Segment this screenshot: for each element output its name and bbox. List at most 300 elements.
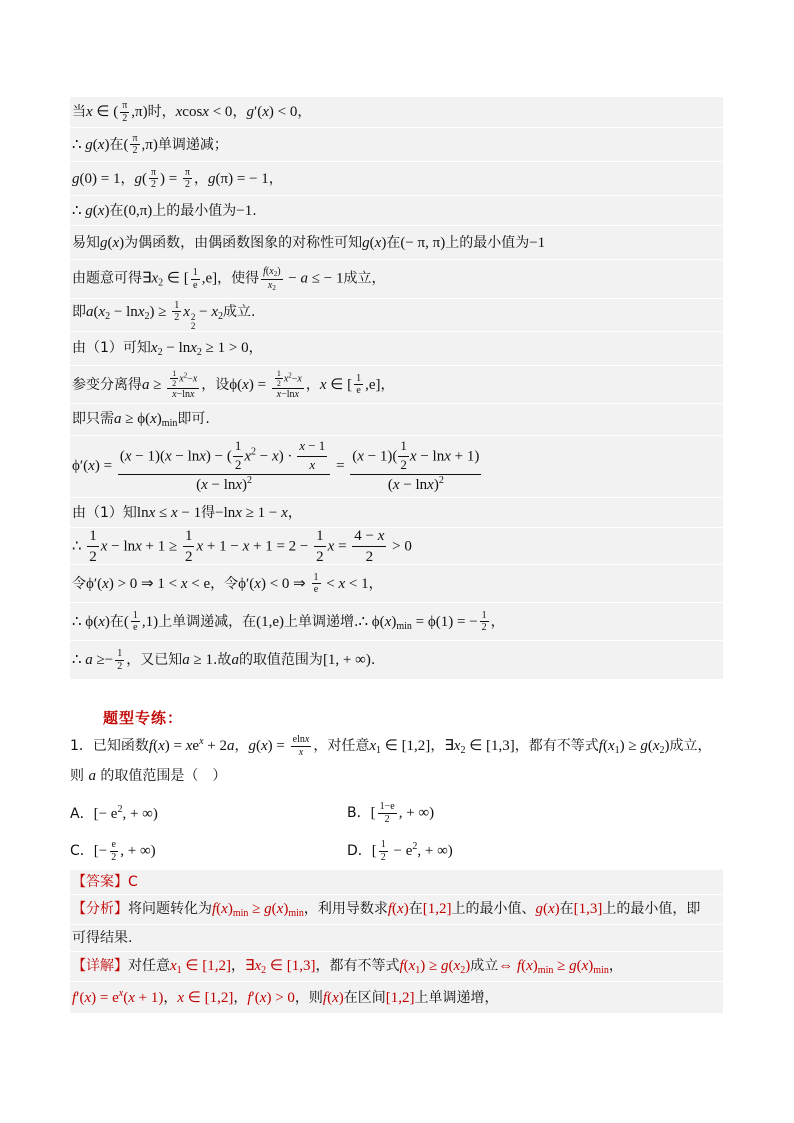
text-run: 即 [72,303,86,320]
math-run: (x + 1) [123,990,164,1006]
math-variable: x [84,990,92,1006]
math-run: lnx ≤ x − 1 [136,504,202,521]
superscript: 2 [117,803,123,815]
math-run: ∈ [ [163,271,189,287]
fraction-numerator [183,526,195,547]
math-run: f(x) [387,900,409,917]
subscript: 2 [105,310,111,322]
solution-line [70,603,723,640]
subscript: min [288,907,304,919]
math-run: x − 1 [299,438,326,454]
text-run: 在 [109,613,124,630]
solution-line [70,162,723,195]
math-variable: x [98,303,106,320]
fraction-numerator [131,610,140,623]
text-run: 成立， [669,738,712,754]
subscript: 2 [144,310,150,322]
fraction-numerator [275,369,283,379]
text-run: ， [230,957,245,974]
math-variable: x [281,504,288,521]
text-run: ， [232,104,247,120]
text-run: 为偶函数，由偶函数图象的对称性可知 [124,234,363,251]
math-variable: x [102,575,109,592]
math-run: a(x [86,303,106,320]
math-run: (1,e) [256,613,285,630]
text-run: ， [297,104,312,120]
math-variable: x [150,410,157,427]
text-run: ，设 [201,376,230,393]
fraction [272,369,304,401]
math-variable: f [322,990,328,1006]
text-run: 由（1）可知 [72,339,151,356]
text-run: 成立. [223,303,256,320]
fraction-numerator [352,526,386,547]
fraction [261,266,282,291]
fraction-denominator [233,457,244,474]
math-run: 1−e [379,801,395,812]
fraction-denominator [183,179,192,191]
math-run: f(x [263,266,274,278]
math-run: x ∈ [ [319,376,353,393]
fraction [379,839,388,863]
math-run: 2 [234,456,242,472]
math-variable: g [569,957,577,974]
fraction [354,373,363,397]
math-variable: x [357,448,364,465]
question-1-options [70,794,723,870]
fraction [109,839,118,863]
fraction [120,100,129,124]
line-content [70,767,226,785]
fraction [118,438,331,494]
math-variable: x [128,990,135,1006]
text-run: ， [380,376,395,393]
math-variable: a [86,303,94,320]
math-run: π [184,166,191,178]
subscript: 2 [218,310,224,322]
text-run: 易知 [72,234,100,251]
math-run: ∴ ϕ(x) [72,613,110,630]
math-variable: x [190,339,197,356]
math-run: [1,2] [422,900,452,917]
math-run: 2 [150,179,156,190]
text-run: D． [347,843,372,859]
line-content [72,266,385,291]
math-variable: x [272,448,279,465]
math-run: − x) · [256,448,297,465]
math-run: 1 [184,527,193,544]
math-variable: f [247,990,252,1006]
text-run: ， [163,990,178,1006]
math-run [151,340,158,356]
math-variable: x [298,746,304,758]
math-run: π [132,132,138,144]
math-variable: x [135,538,142,554]
math-run: ∈ [1,3] [266,957,316,974]
subscript: 2 [261,964,267,976]
solution-line [70,436,723,497]
superscript: 2 [288,371,292,380]
math-run: ) [277,266,281,278]
text-run: ， [490,613,505,630]
math-run: −lnx ≥ 1 − x [215,504,288,521]
answer-line [70,982,723,1013]
fraction-denominator [183,547,195,567]
math-run [299,747,303,758]
text-run: ， [368,575,383,592]
math-run: π [150,166,157,178]
math-run: 1 [234,438,242,454]
math-run: ( [123,136,129,153]
line-content [72,988,499,1007]
math-run: −x [187,373,198,385]
math-variable: g [362,234,370,251]
math-variable: x [137,303,145,320]
math-run: (x − lnx) [196,476,248,493]
fraction-denominator [87,547,99,567]
text-run: 即只需 [72,410,114,427]
math-run: g(x) [100,234,125,251]
math-variable: x [118,988,124,999]
text-run: ， [233,990,248,1006]
math-run: 1 [481,609,487,621]
math-run: f(x [399,957,416,974]
math-variable: x [179,373,184,385]
math-run: ∴ a ≥− [72,652,114,668]
math-run: 1 [380,839,386,850]
math-variable: f [72,990,77,1006]
line-content [72,369,395,401]
math-run: (x − 1)( [352,448,398,465]
option-choice [70,794,347,832]
math-run: g′(x) < 0 [246,104,298,120]
math-run: (− π, π) [400,234,446,251]
answer-block [70,870,723,1014]
math-run: 2 [184,548,193,565]
subscript: 2 [460,964,466,976]
fraction-denominator [297,747,305,759]
math-run: ( [123,613,129,630]
line-content [72,526,412,567]
math-run: [− [93,843,108,859]
text-run: 的取值范围为 [238,652,323,668]
text-run: 将问题转化为 [128,900,212,917]
math-run: ,1) [141,613,159,630]
fraction [183,526,195,567]
fraction-denominator [131,145,140,157]
subscript: 2 [659,745,665,756]
math-run: a ≥ [142,376,166,393]
math-variable: g [248,738,256,754]
fraction-numerator [354,373,363,386]
math-run: ∃x [444,738,461,754]
math-run: < x < 1 [322,575,369,592]
subscript: 1 [415,964,421,976]
section-label: 【分析】 [72,900,128,917]
math-run: ,π) [131,104,148,120]
math-variable: g [208,170,216,187]
fraction [350,438,481,494]
math-variable: f [387,900,393,917]
text-run: B． [347,805,371,821]
math-run: g(x) = [248,738,289,754]
text-run: 则 [70,768,89,784]
math-run: ≥ g(x) [248,900,289,917]
fraction-numerator [130,133,139,146]
math-run: a ≥ ϕ(x) [114,410,162,427]
math-run: x + 1 − x + 1 = 2 − [196,538,313,554]
math-run: = [332,458,349,475]
math-variable: x [276,900,284,917]
line-content [72,438,483,494]
math-run: x − lnx + 1 ≥ [100,538,181,554]
line-content [72,133,228,157]
math-run: [1,2] [385,990,415,1006]
math-variable: x [172,388,177,400]
fraction [87,526,99,567]
line-content [72,100,311,124]
math-run: elnx [292,734,310,745]
option-choice [70,832,347,870]
fraction-denominator [480,622,489,634]
section-label: 【答案】 [72,873,128,890]
math-variable: x [369,738,376,754]
fraction-denominator [314,547,326,567]
math-run: ∃x [142,271,159,287]
text-run: 在 [109,202,124,219]
solution-line [70,404,723,435]
line-content [72,900,700,920]
text-run: 的取值范围是（ ） [95,768,227,784]
fraction-numerator [87,526,99,547]
math-variable: x [180,575,188,592]
math-variable: g [100,234,108,251]
math-variable: f [598,738,603,754]
math-run: ϕ′(x) < 0 ⇒ [238,575,310,592]
math-run: e [313,584,319,595]
fraction-denominator [109,852,118,864]
fraction-denominator [131,622,139,634]
math-run [88,768,96,784]
math-run: , + ∞) [120,843,156,859]
fraction-denominator [383,814,392,826]
math-run: ) [664,738,670,754]
subscript: 2 [196,346,202,358]
fraction-numerator [314,526,326,547]
math-run: [− e [93,805,118,822]
math-run: g(0) = 1 [72,170,121,187]
math-variable: x [261,738,268,754]
math-variable: x [97,136,105,153]
superscript: 2 [412,841,418,852]
math-run: 2 [365,548,374,565]
text-run: 上单调递减，在 [158,613,257,630]
section-label: 【详解】 [72,957,128,974]
math-run: ) ≥ g(x [619,738,660,754]
math-variable: x [221,900,228,917]
fraction [172,300,181,324]
math-variable: g [72,170,80,187]
question-1-stem [70,732,723,792]
fraction-numerator [170,369,178,379]
text-run: 对任意 [128,957,170,974]
text-run: 在 [109,136,124,153]
math-variable: g [535,900,543,917]
math-variable: x [254,957,262,974]
fraction [167,369,199,401]
math-run: ,e] [365,376,381,393]
line-content [70,804,158,823]
superscript: 2 [251,446,257,458]
math-run: ϕ′(x) = [72,458,116,475]
math-run: 2 [172,378,177,388]
fraction [480,610,489,634]
solution-line [70,226,723,259]
line-content [72,300,255,331]
math-variable: a [142,376,150,393]
math-variable: x [384,613,392,630]
text-run: 上的最小值为 [445,234,530,251]
math-run: f′(x) = e [72,990,119,1006]
math-variable: x [453,738,461,754]
fraction-numerator [297,438,327,456]
math-run: [ [371,843,377,859]
text-run: ， [234,738,249,754]
fraction-denominator [275,389,301,401]
text-run: 可得结果. [72,929,133,946]
subscript: 2 [190,320,196,331]
answer-choice: C [128,873,138,890]
text-run: ，使得 [217,271,260,287]
line-content [72,202,257,220]
fraction [291,734,312,758]
math-run: (0,π) [123,202,153,219]
math-run: ,π) [141,136,158,153]
fraction-numerator [118,438,331,475]
subscript: 2 [272,283,276,292]
math-run: − e [389,843,413,859]
subscript: 2 [273,270,278,279]
math-variable: x [86,104,93,120]
text-run: ，都有不等式 [514,738,599,754]
math-run: 2 [481,622,487,633]
answer-line [70,952,723,981]
text-run: ， [268,170,283,187]
solution-line [70,332,723,365]
math-run: ,e] [201,271,218,287]
superscript: 2 [190,311,196,322]
math-variable: f [148,738,154,754]
math-run [309,457,315,472]
fraction [131,610,140,634]
math-run: ∈ [1,2] [381,738,431,754]
math-variable: a [231,652,239,668]
math-run: 1 [172,368,177,378]
math-variable: x [444,448,451,465]
answer-line [70,870,723,894]
math-variable: x [607,738,615,754]
math-run: 2 [276,378,281,388]
math-run: ∴ g(x) [72,202,110,219]
math-run: ϕ′(x) > 0 ⇒ 1 < x < e [86,575,211,592]
math-variable: x [581,957,589,974]
subscript: min [161,417,178,429]
math-variable: x [374,234,382,251]
text-run: 成立， [343,271,386,287]
math-run: x − lnx + 1) [409,448,480,465]
math-variable: g [246,104,254,120]
text-run: 时， [147,104,176,120]
math-run: 2 [400,456,407,472]
math-run: 2 [117,660,123,672]
text-run: 1．已知函数 [70,738,149,754]
subscript: min [232,907,249,919]
math-run: ∈ [1,3] [465,738,515,754]
fraction-numerator [379,839,388,852]
line-content [72,339,263,359]
math-variable: x [151,271,159,287]
math-run: e [133,622,138,633]
math-variable: x [547,900,555,917]
text-run: ， [194,170,209,187]
text-run: 在 [386,234,401,251]
math-variable: x [192,373,198,385]
math-variable: x [158,738,165,754]
subscript: 1 [376,745,381,756]
fraction [378,801,397,825]
text-run: 参变分离得 [72,376,142,393]
fraction [314,526,326,567]
solution-line [70,128,723,161]
math-run: 1 [117,648,123,659]
math-run: ϕ(x) = [229,376,270,393]
math-run: ≥ 1 > 0 [201,339,249,356]
solution-line [70,299,723,331]
text-run: 上的最小值，即 [602,900,701,917]
fraction-numerator [272,369,304,389]
math-variable: x [199,736,204,747]
solution-line [70,196,723,225]
text-run: ，都有不等式 [315,957,400,974]
math-variable: x [177,990,185,1006]
fraction-numerator [398,438,409,456]
math-run: [1, + ∞) [322,652,371,668]
math-run: 2 [132,145,138,156]
math-run: e [111,839,116,850]
fraction [183,167,192,191]
math-run: ∴ g(x) [72,136,110,153]
math-run: 1 [174,299,180,311]
math-run: = ϕ(1) = − [411,613,478,630]
text-run: 在 [408,900,423,917]
math-run: f′(x) > 0 [247,990,295,1006]
question-line [70,760,723,792]
math-run: 1 [192,267,198,278]
text-run: 令 [72,575,86,592]
math-variable: f [516,957,522,974]
line-content [72,167,283,191]
question-line [70,732,723,760]
fraction-denominator [120,113,129,125]
text-run: ， [305,376,320,393]
math-run: 1 [316,527,324,544]
math-variable: x [148,504,156,521]
fraction-denominator [191,280,199,292]
math-variable: f [212,900,217,917]
math-run: , + ∞) [417,843,453,859]
text-run: 即可. [177,410,210,427]
math-run: ∴ ϕ(x) [358,613,397,630]
